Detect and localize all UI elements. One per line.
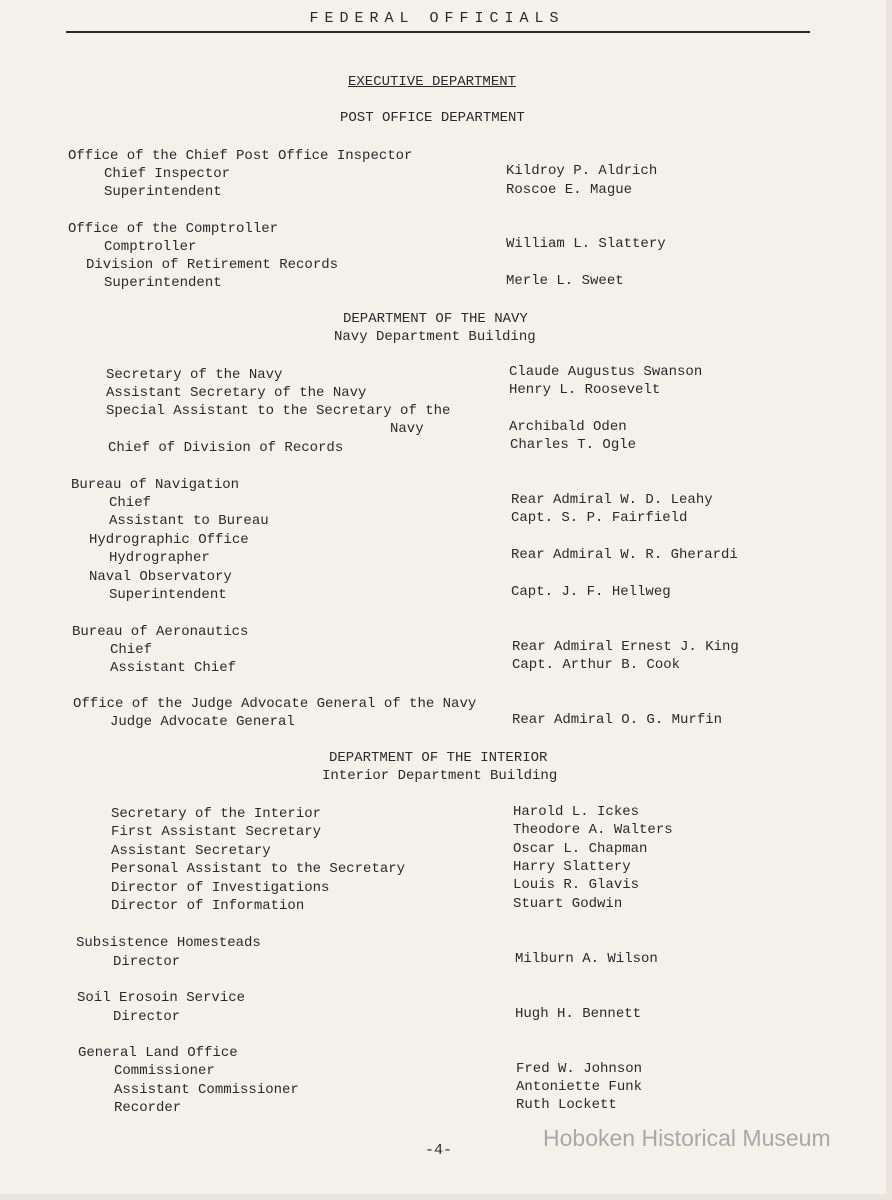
official-name: William L. Slattery (506, 236, 666, 252)
official-name: Stuart Godwin (513, 896, 623, 912)
office-label: Office of the Judge Advocate General of the Navy (73, 696, 477, 712)
navy-department-heading: DEPARTMENT OF THE NAVY (343, 311, 528, 327)
post-office-heading: POST OFFICE DEPARTMENT (340, 110, 525, 126)
position-title: Personal Assistant to the Secretary (111, 861, 406, 877)
position-title: Superintendent (104, 275, 222, 291)
official-name: Capt. J. F. Hellweg (511, 584, 671, 600)
position-title: Special Assistant to the Secretary of the (106, 403, 451, 419)
navy-building-subheading: Navy Department Building (334, 329, 536, 345)
position-title: First Assistant Secretary (111, 824, 322, 840)
official-name: Capt. S. P. Fairfield (511, 510, 688, 526)
office-label: Office of the Chief Post Office Inspector (68, 148, 413, 164)
official-name: Rear Admiral Ernest J. King (512, 639, 739, 655)
executive-department-heading: EXECUTIVE DEPARTMENT (348, 74, 517, 90)
position-title: Assistant Secretary of the Navy (106, 385, 367, 401)
position-title: Comptroller (104, 239, 197, 255)
position-title: Assistant Commissioner (114, 1082, 299, 1098)
official-name: Merle L. Sweet (506, 273, 624, 289)
official-name: Claude Augustus Swanson (509, 364, 703, 380)
official-name: Antoniette Funk (516, 1079, 643, 1095)
official-name: Archibald Oden (509, 419, 627, 435)
official-name: Ruth Lockett (516, 1097, 617, 1113)
position-title: Hydrographer (109, 550, 210, 566)
official-name: Louis R. Glavis (513, 877, 640, 893)
museum-watermark: Hoboken Historical Museum (543, 1125, 831, 1151)
header-rule (66, 31, 810, 33)
position-title: Judge Advocate General (110, 714, 295, 730)
office-label: General Land Office (78, 1045, 238, 1061)
official-name: Henry L. Roosevelt (509, 382, 661, 398)
page-number: -4- (425, 1142, 453, 1159)
office-label: Bureau of Navigation (71, 477, 240, 493)
official-name: Harold L. Ickes (513, 804, 640, 820)
official-name: Hugh H. Bennett (515, 1006, 642, 1022)
position-title: Director (113, 1009, 181, 1025)
official-name: Charles T. Ogle (510, 437, 637, 453)
page-header: FEDERAL OFFICIALS (309, 10, 565, 27)
position-title: Chief of Division of Records (108, 440, 344, 456)
position-title: Superintendent (109, 587, 227, 603)
page-edge-right (886, 0, 892, 1200)
office-label: Division of Retirement Records (86, 257, 339, 273)
official-name: Milburn A. Wilson (515, 951, 658, 967)
office-label: Bureau of Aeronautics (72, 624, 249, 640)
official-name: Capt. Arthur B. Cook (512, 657, 681, 673)
office-label: Soil Erosoin Service (77, 990, 246, 1006)
position-title: Chief (109, 495, 152, 511)
page-edge-bottom (0, 1194, 892, 1200)
position-title: Commissioner (114, 1063, 215, 1079)
position-title: Superintendent (104, 184, 222, 200)
interior-department-heading: DEPARTMENT OF THE INTERIOR (329, 750, 548, 766)
position-title: Director of Investigations (111, 880, 330, 896)
office-label: Naval Observatory (89, 569, 232, 585)
office-label: Subsistence Homesteads (76, 935, 261, 951)
position-title: Assistant to Bureau (109, 513, 269, 529)
office-label: Office of the Comptroller (68, 221, 279, 237)
official-name: Rear Admiral O. G. Murfin (512, 712, 723, 728)
position-title: Assistant Secretary (111, 843, 271, 859)
position-title: Secretary of the Navy (106, 367, 283, 383)
official-name: Fred W. Johnson (516, 1061, 643, 1077)
position-title: Assistant Chief (110, 660, 237, 676)
interior-building-subheading: Interior Department Building (322, 768, 558, 784)
position-title: Recorder (114, 1100, 182, 1116)
position-title: Navy (390, 421, 424, 437)
official-name: Oscar L. Chapman (513, 841, 648, 857)
official-name: Kildroy P. Aldrich (506, 163, 658, 179)
official-name: Harry Slattery (513, 859, 631, 875)
position-title: Secretary of the Interior (111, 806, 322, 822)
position-title: Chief (110, 642, 153, 658)
office-label: Hydrographic Office (89, 532, 249, 548)
official-name: Rear Admiral W. D. Leahy (511, 492, 713, 508)
official-name: Theodore A. Walters (513, 822, 673, 838)
official-name: Roscoe E. Mague (506, 182, 633, 198)
position-title: Director (113, 954, 181, 970)
position-title: Director of Information (111, 898, 305, 914)
position-title: Chief Inspector (104, 166, 231, 182)
official-name: Rear Admiral W. R. Gherardi (511, 547, 738, 563)
